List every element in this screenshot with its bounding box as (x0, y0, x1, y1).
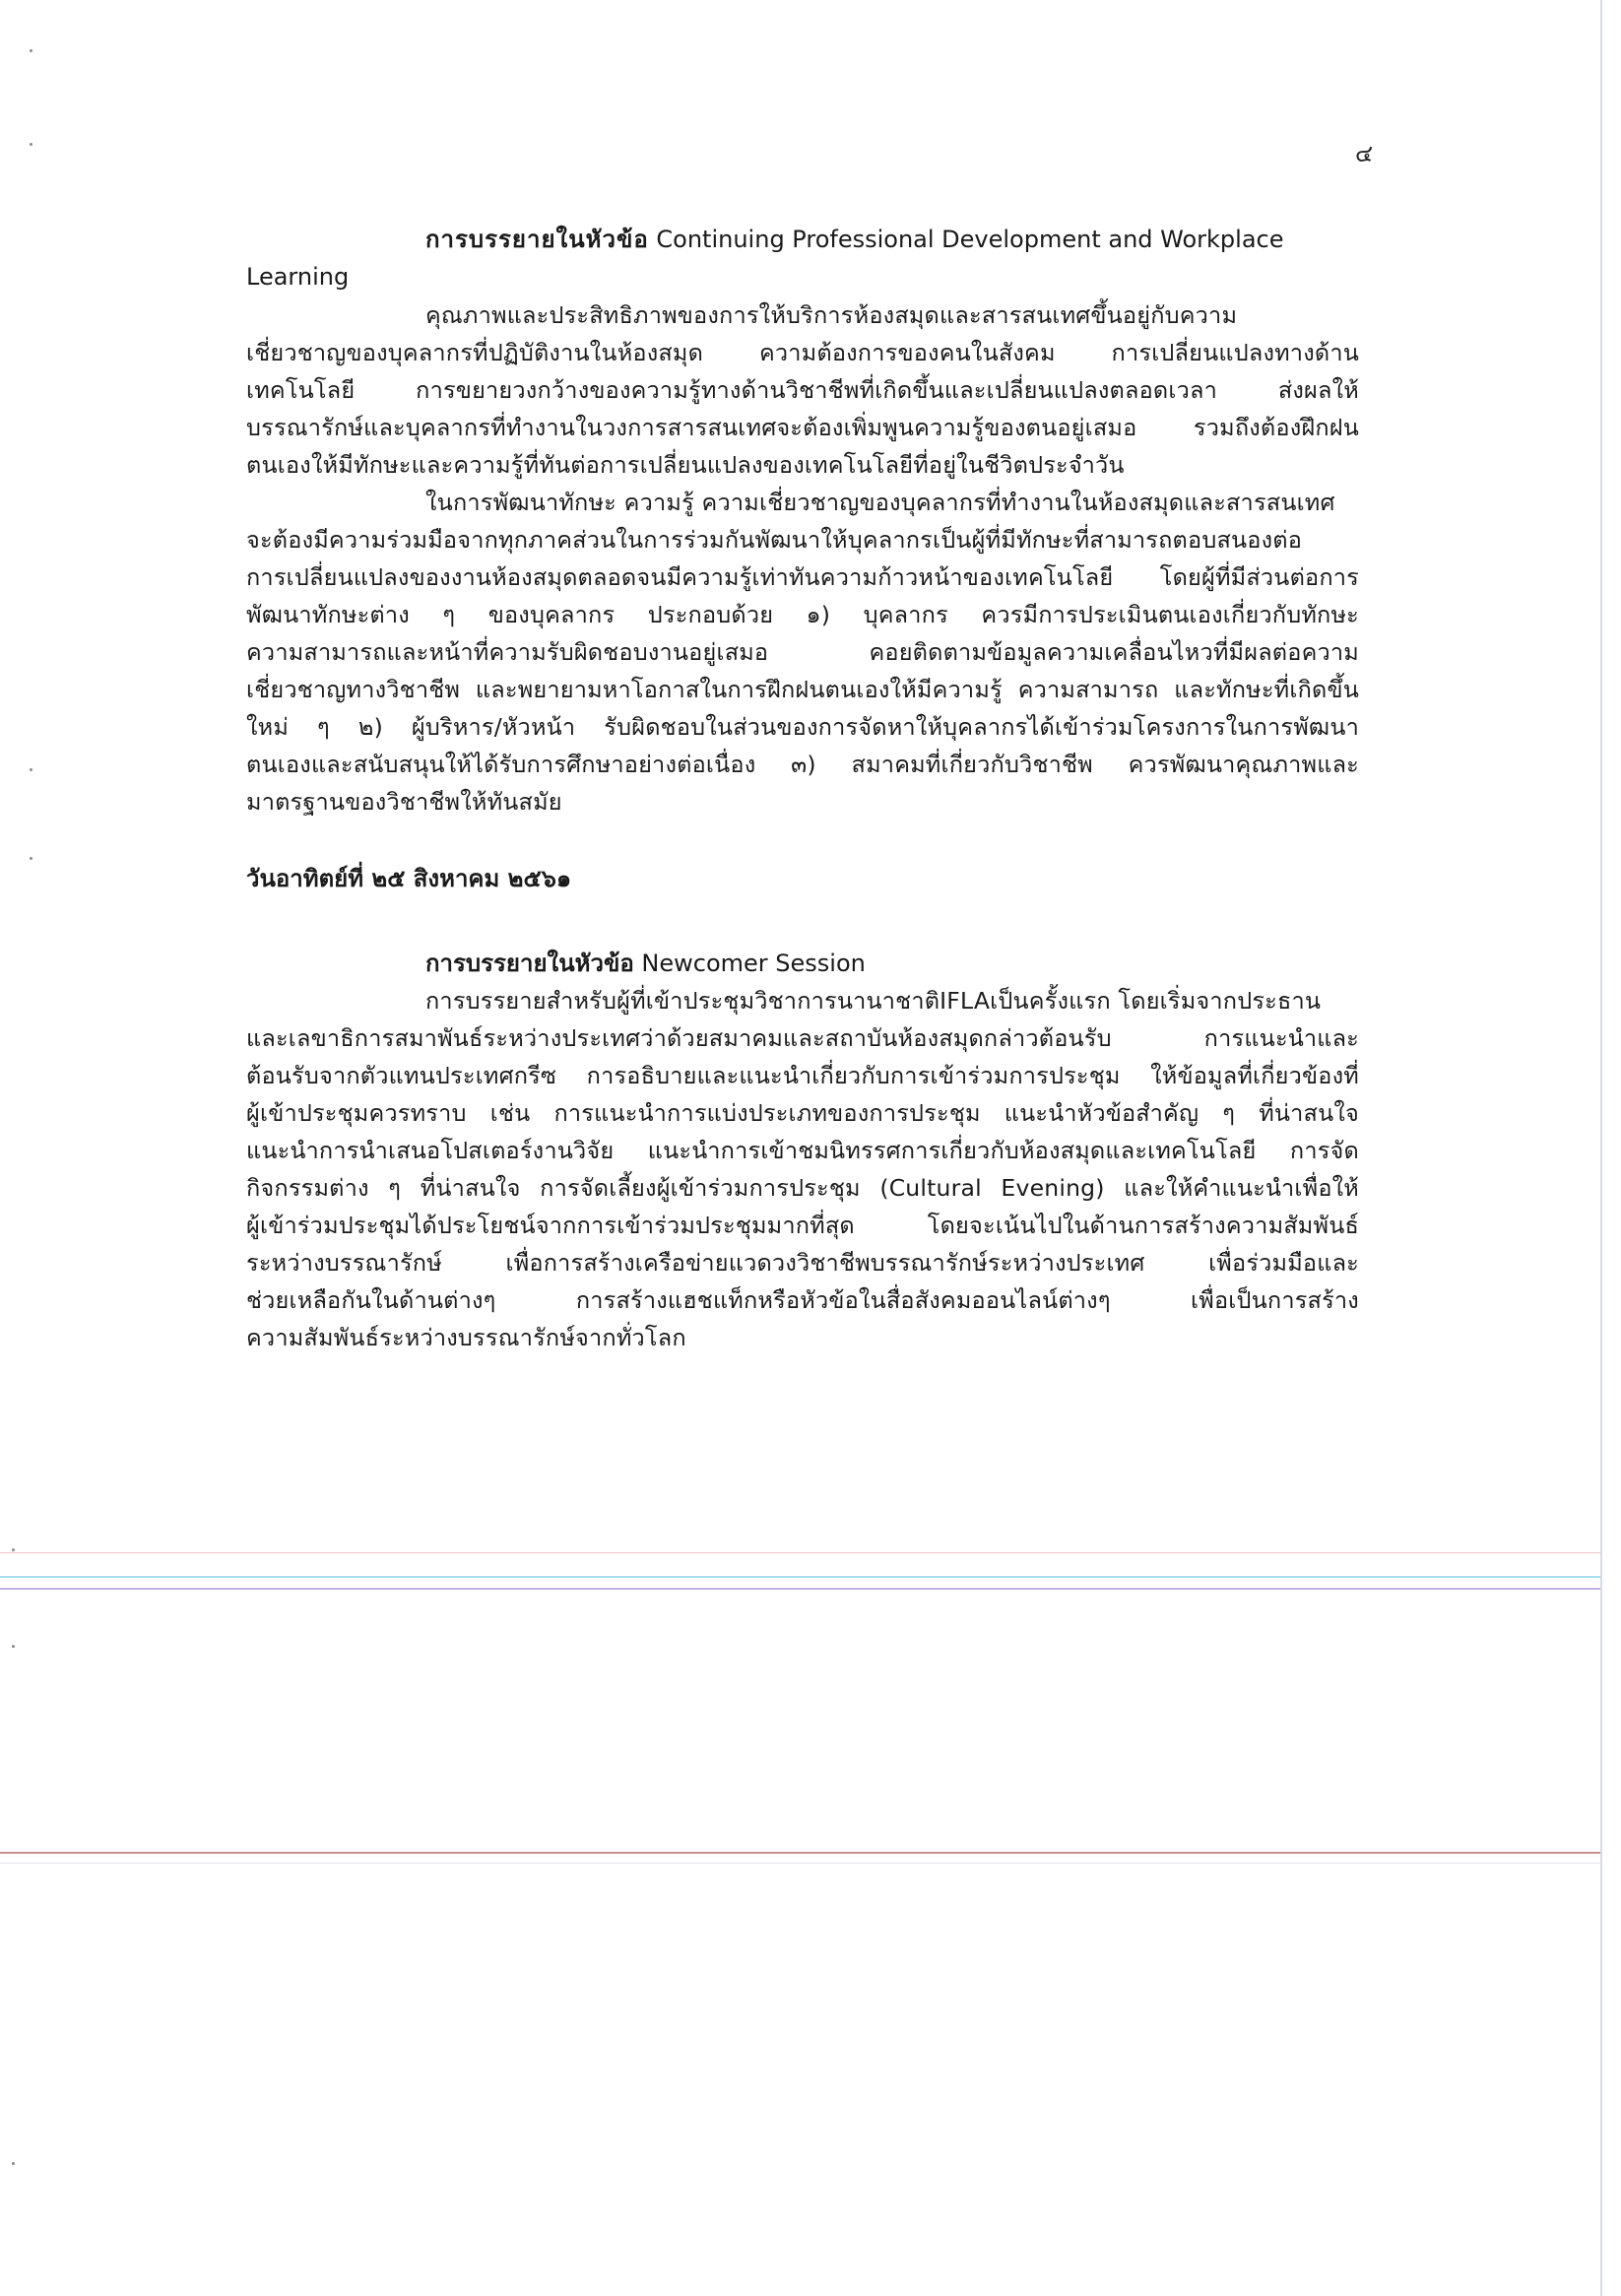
paragraph-line: กิจกรรมต่าง ๆ ที่น่าสนใจ การจัดเลี้ยงผู้เข้าร่วมการประชุม (Cultural Evening) และให้คำแนะนำเพื่อให้ (246, 1174, 1359, 1202)
scan-speck (30, 49, 32, 52)
paragraph-line: ผู้เข้าร่วมประชุมได้ประโยชน์จากการเข้าร่วมประชุมมากที่สุด โดยจะเน้นไปในด้านการสร้างความสัมพันธ์ (246, 1212, 1359, 1239)
scan-artifact-line (0, 1576, 1600, 1578)
date-heading: วันอาทิตย์ที่ ๒๕ สิงหาคม ๒๕๖๑ (246, 865, 572, 892)
paragraph (246, 296, 1359, 484)
paragraph-line: เทคโนโลยี การขยายวงกว้างของความรู้ทางด้านวิชาชีพที่เกิดขึ้นและเปลี่ยนแปลงตลอดเวลา ส่งผลให้ (246, 376, 1359, 404)
scan-speck (30, 768, 32, 771)
document-body (246, 221, 1359, 1356)
paragraph-line: เชี่ยวชาญทางวิชาชีพ และพยายามหาโอกาสในการฝึกฝนตนเองให้มีความรู้ ความสามารถ และทักษะที่เกิดขึ้น (246, 676, 1359, 703)
page-number: ๔ (1355, 140, 1374, 167)
paragraph-line: ในการพัฒนาทักษะ ความรู้ ความเชี่ยวชาญของบุคลากรที่ทำงานในห้องสมุดและสารสนเทศ (425, 489, 1335, 516)
section-heading (246, 221, 1359, 258)
section-heading (246, 945, 1359, 982)
paragraph-line: จะต้องมีความร่วมมือจากทุกภาคส่วนในการร่วมกันพัฒนาให้บุคลากรเป็นผู้ที่มีทักษะที่สามารถตอบสนองต่อ (246, 526, 1303, 554)
scan-speck (12, 2162, 15, 2165)
paragraph-line: การบรรยายสำหรับผู้ที่เข้าประชุมวิชาการนานาชาติIFLAเป็นครั้งแรก โดยเริ่มจากประธาน (425, 987, 1322, 1015)
paragraph-line: ระหว่างบรรณารักษ์ เพื่อการสร้างเครือข่ายแวดวงวิชาชีพบรรณารักษ์ระหว่างประเทศ เพื่อร่วมมือและ (246, 1249, 1359, 1277)
paragraph (246, 982, 1359, 1356)
paragraph-line: และเลขาธิการสมาพันธ์ระหว่างประเทศว่าด้วยสมาคมและสถาบันห้องสมุดกล่าวต้อนรับ การแนะนำและ (246, 1024, 1359, 1052)
paragraph-line: มาตรฐานของวิชาชีพให้ทันสมัย (246, 788, 562, 816)
heading-english-continued: Learning (246, 263, 350, 291)
scan-artifact-line (0, 1552, 1600, 1553)
scan-speck (12, 1548, 15, 1551)
paragraph-line: ตนเองและสนับสนุนให้ได้รับการศึกษาอย่างต่อเนื่อง ๓) สมาคมที่เกี่ยวกับวิชาชีพ ควรพัฒนาคุณภาพและ (246, 751, 1359, 778)
scan-artifact-line (0, 1588, 1600, 1590)
section-heading-continued (246, 258, 1359, 295)
scan-speck (30, 143, 32, 146)
paragraph-line: ความสัมพันธ์ระหว่างบรรณารักษ์จากทั่วโลก (246, 1324, 686, 1351)
heading-thai: การบรรยายในหัวข้อ (425, 950, 634, 977)
paragraph-line: ต้อนรับจากตัวแทนประเทศกรีซ การอธิบายและแนะนำเกี่ยวกับการเข้าร่วมการประชุม ให้ข้อมูลที่เกี่ยวข้องที่ (246, 1062, 1359, 1089)
paragraph-line: ใหม่ ๆ ๒) ผู้บริหาร/หัวหน้า รับผิดชอบในส่วนของการจัดหาให้บุคลากรได้เข้าร่วมโครงการในการพัฒนา (246, 713, 1359, 741)
paragraph-line: ผู้เข้าประชุมควรทราบ เช่น การแนะนำการแบ่งประเภทของการประชุม แนะนำหัวข้อสำคัญ ๆ ที่น่าสนใจ (246, 1099, 1359, 1127)
scan-speck (12, 1645, 15, 1648)
scan-speck (30, 857, 32, 860)
scan-artifact-line (0, 1852, 1600, 1854)
paragraph-line: เชี่ยวชาญของบุคลากรที่ปฏิบัติงานในห้องสมุด ความต้องการของคนในสังคม การเปลี่ยนแปลงทางด้าน (246, 339, 1359, 366)
paragraph-line: แนะนำการนำเสนอโปสเตอร์งานวิจัย แนะนำการเข้าชมนิทรรศการเกี่ยวกับห้องสมุดและเทคโนโลยี การจัด (246, 1137, 1359, 1164)
paragraph (246, 484, 1359, 820)
paragraph-line: ช่วยเหลือกันในด้านต่างๆ การสร้างแฮชแท็กหรือหัวข้อในสื่อสังคมออนไลน์ต่างๆ เพื่อเป็นการสร้าง (246, 1286, 1359, 1314)
scan-edge-line (1600, 0, 1602, 2296)
paragraph-line: ความสามารถและหน้าที่ความรับผิดชอบงานอยู่เสมอ คอยติดตามข้อมูลความเคลื่อนไหวที่มีผลต่อความ (246, 638, 1359, 666)
heading-thai: การบรรยายในหัวข้อ (425, 226, 649, 253)
scan-artifact-line (0, 1863, 1600, 1864)
paragraph-line: ตนเองให้มีทักษะและความรู้ที่ทันต่อการเปลี่ยนแปลงของเทคโนโลยีที่อยู่ในชีวิตประจำวัน (246, 451, 1125, 479)
paragraph-line: การเปลี่ยนแปลงของงานห้องสมุดตลอดจนมีความรู้เท่าทันความก้าวหน้าของเทคโนโลยี โดยผู้ที่มีส่วนต่อการ (246, 563, 1359, 591)
paragraph-line: พัฒนาทักษะต่าง ๆ ของบุคลากร ประกอบด้วย ๑) บุคลากร ควรมีการประเมินตนเองเกี่ยวกับทักษะ (246, 601, 1359, 628)
paragraph-line: คุณภาพและประสิทธิภาพของการให้บริการห้องสมุดและสารสนเทศขึ้นอยู่กับความ (425, 301, 1238, 329)
paragraph-line: บรรณารักษ์และบุคลากรที่ทำงานในวงการสารสนเทศจะต้องเพิ่มพูนความรู้ของตนอยู่เสมอ รวมถึงต้องฝึกฝน (246, 414, 1359, 441)
heading-english: Newcomer Session (641, 950, 866, 977)
heading-english: Continuing Professional Development and Workplace (656, 226, 1284, 253)
